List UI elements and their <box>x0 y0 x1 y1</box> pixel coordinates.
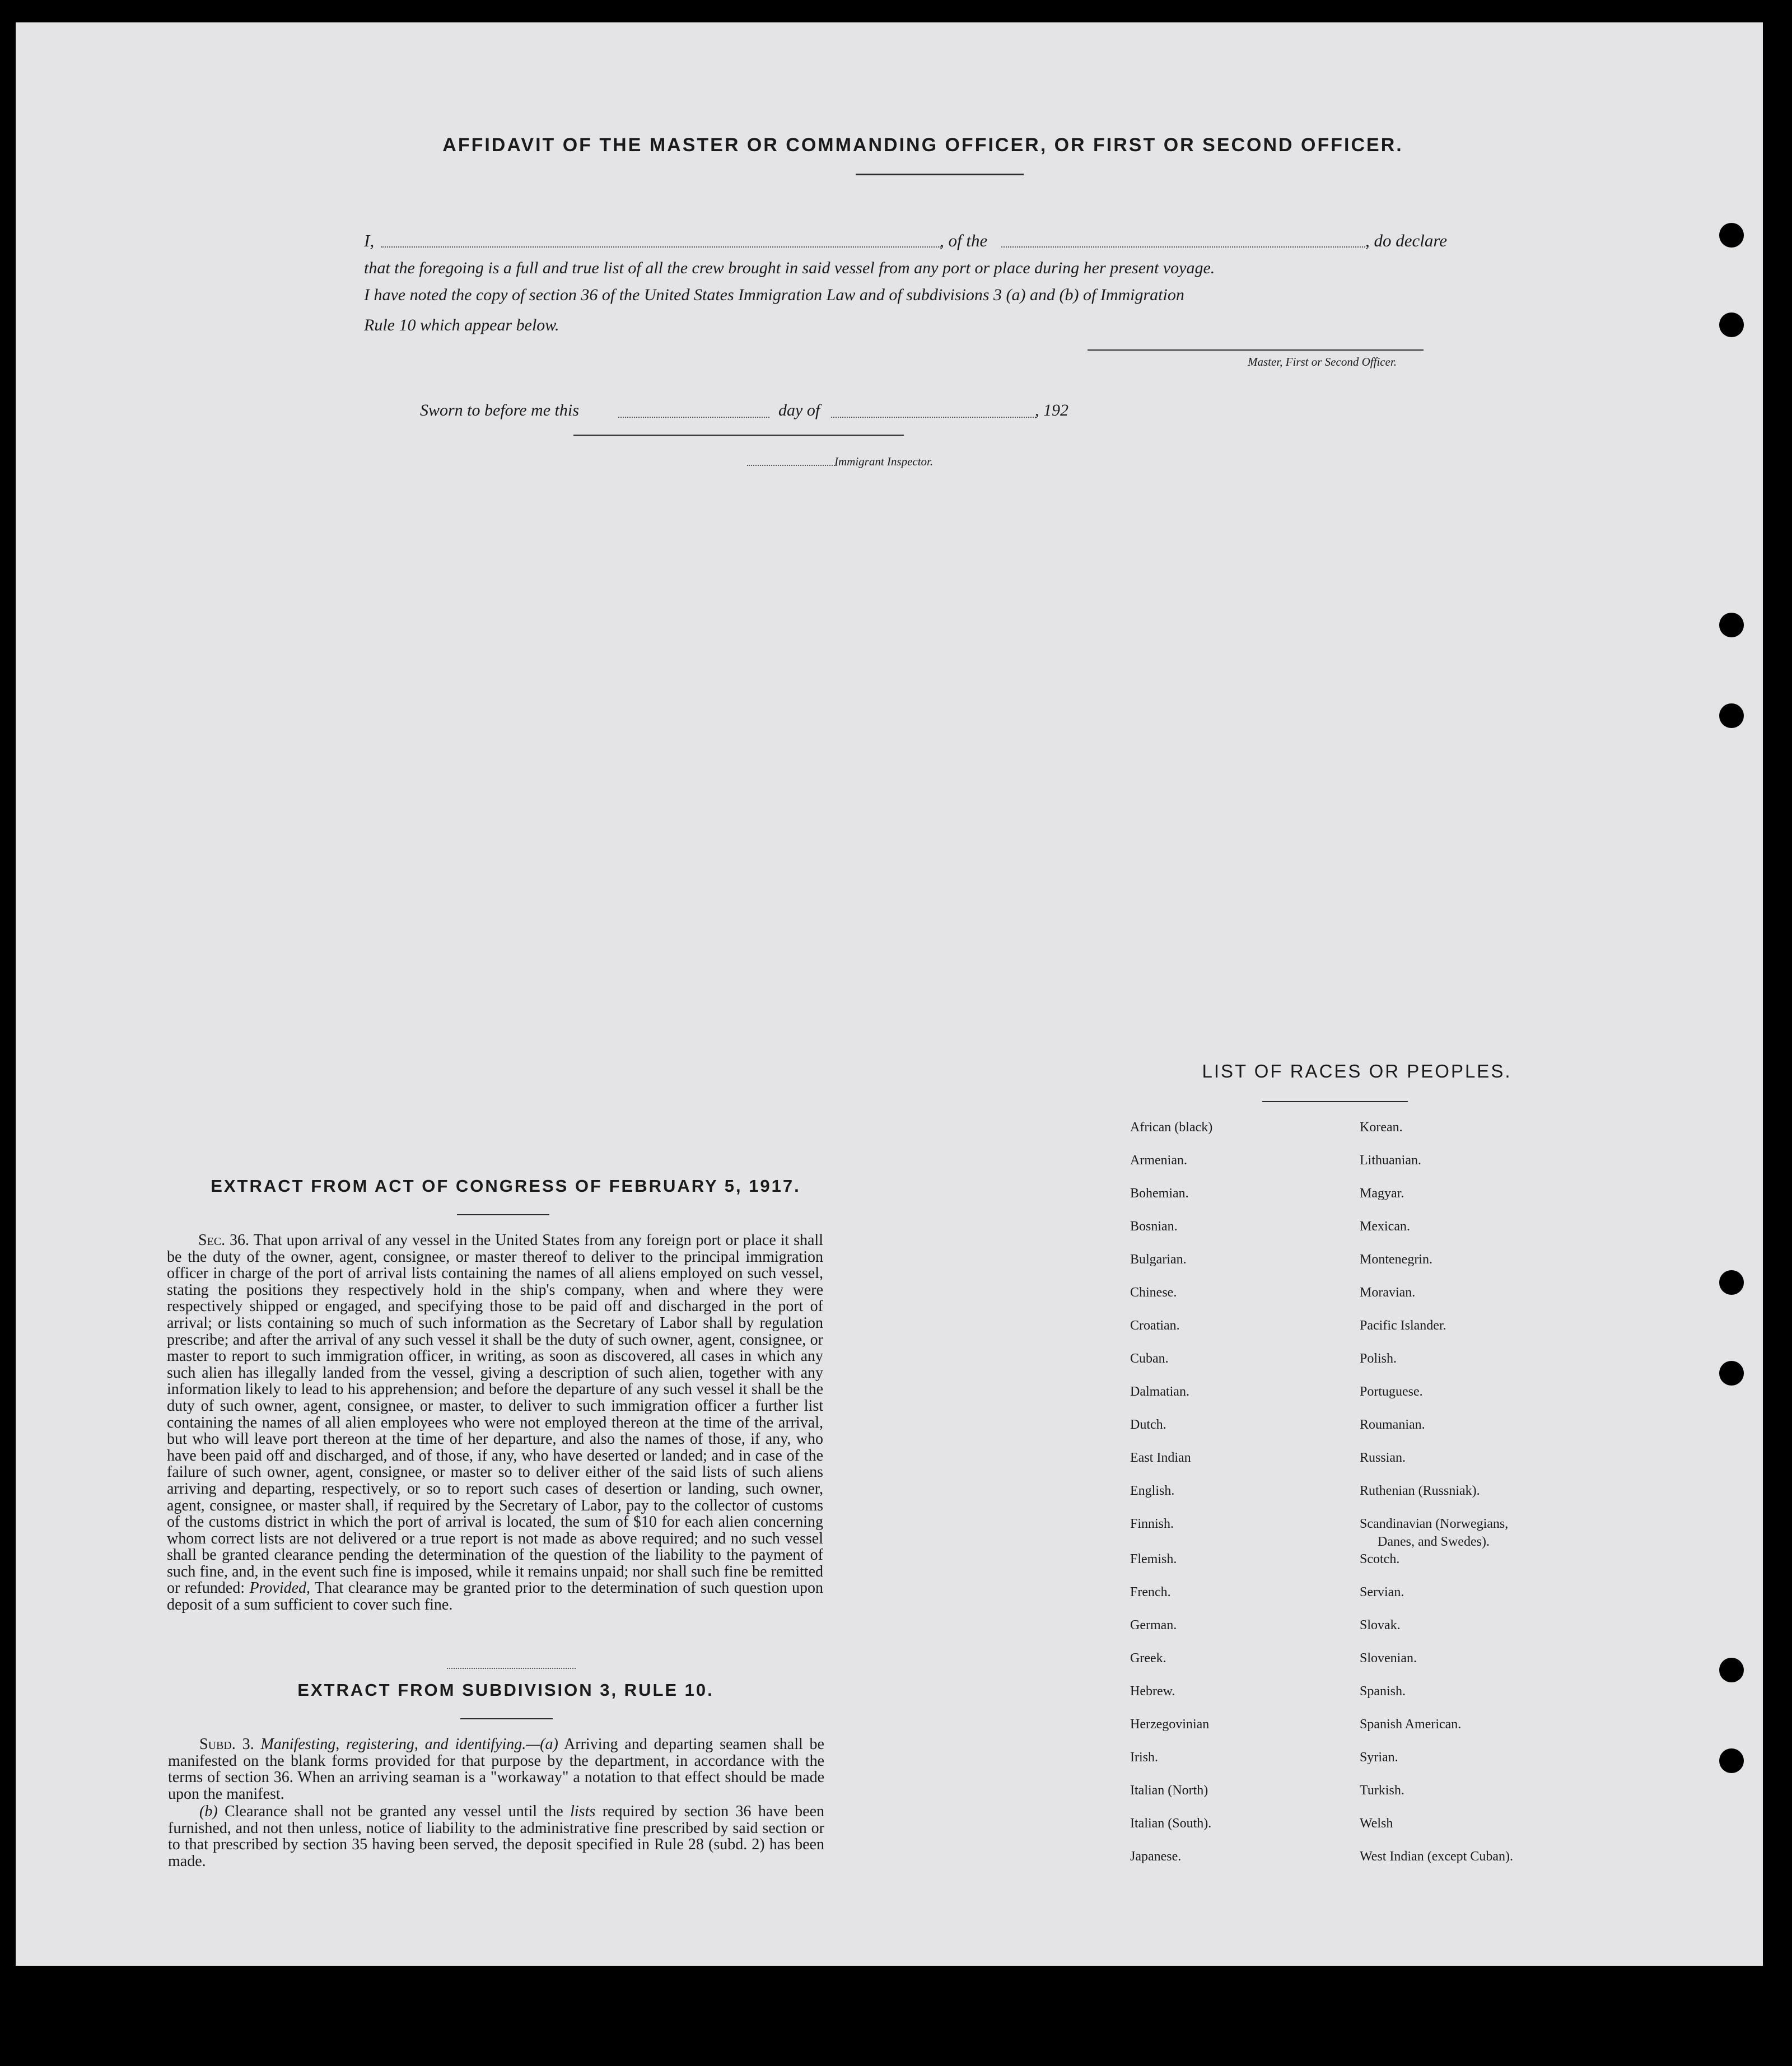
race-right-item: Slovak. <box>1360 1618 1401 1633</box>
section-body: That upon arrival of any vessel in the United States from any foreign port or place it shall be the duty of the owner, agent, consignee, or master thereof to deliver to the principal immigration officer in charge of the port of arrival lists containing the names of all aliens employed on such vessel, stating the positions they respectively hold in the ship's company, when and where they were respectively shipped or engaged, and specifying those to be paid off and discharged in the port of arrival; or lists containing so much of such information as the Secretary of Labor shall by regulation prescribe; and after the arrival of any such vessel it shall be the duty of such owner, agent, consignee, or master to report to such immigration officer, in writing, as soon as discovered, all cases in which any such alien has illegally landed from the vessel, giving a description of such alien, together with any information likely to lead to his apprehension; and before the departure of any such vessel it shall be the duty of such owner, agent, consignee, or master, to deliver to such immigration officer a further list containing the names of all alien employees who were not employed thereon at the time of the arrival, but who will leave port thereon at the time of her departure, and also the names of those, if any, who have been paid off and discharged, and of those, if any, who have deserted or landed; and in case of the failure of such owner, agent, consignee, or master so to deliver either of the said lists of such aliens arriving and departing, respectively, or so to report such cases of desertion or landing, such owner, agent, consignee, or master shall, if required by the Secretary of Labor, pay to the collector of customs of the customs district in which the port of arrival is located, the sum of $10 for each alien concerning whom correct lists are not delivered or a true report is not made as above required; and no such vessel shall be granted clearance pending the determination of the question of the liability to the payment of such fine, and, in the event such fine is imposed, while it remains unpaid; nor shall such fine be remitted or refunded: <box>167 1232 823 1597</box>
race-right-item: Montenegrin. <box>1360 1252 1432 1267</box>
subdivision-heading: Manifesting, registering, and identifying.—(a) <box>260 1736 558 1753</box>
race-left-item: Cuban. <box>1130 1351 1169 1366</box>
race-right-item: Servian. <box>1360 1585 1404 1599</box>
vessel-name-field[interactable] <box>1001 246 1365 248</box>
act-title: EXTRACT FROM ACT OF CONGRESS OF FEBRUARY 5, 1917. <box>211 1176 801 1196</box>
subdivision-label: Subd. 3. <box>199 1736 254 1753</box>
proviso-label: Provided, <box>249 1579 311 1597</box>
race-left-item: German. <box>1130 1618 1177 1633</box>
master-caption: Master, First or Second Officer. <box>1248 355 1397 369</box>
race-left-item: Irish. <box>1130 1750 1158 1765</box>
races-title: LIST OF RACES OR PEOPLES. <box>1202 1061 1512 1081</box>
inspector-dots <box>747 465 837 466</box>
race-right-item: Korean. <box>1360 1120 1403 1135</box>
race-left-item: East Indian <box>1130 1451 1191 1465</box>
sworn-month-field[interactable] <box>831 417 1036 418</box>
declarant-prefix: I, <box>364 231 375 250</box>
proviso-body: That clearance may be granted prior to the determination of such question upon deposit of a sum sufficient to cover such fine. <box>167 1579 824 1614</box>
sworn-day-field[interactable] <box>618 417 769 418</box>
affidavit-title: AFFIDAVIT OF THE MASTER OR COMMANDING OFFICER, OR FIRST OR SECOND OFFICER. <box>442 134 1403 156</box>
vessel-prefix: , of the <box>940 231 988 250</box>
rule-title-rule <box>460 1718 553 1719</box>
race-right-item: Lithuanian. <box>1360 1153 1421 1168</box>
binder-hole <box>1719 223 1744 248</box>
form-page <box>16 22 1763 1966</box>
race-right-item: Scandinavian (Norwegians, <box>1360 1517 1509 1531</box>
declare-suffix: , do declare <box>1365 231 1448 250</box>
binder-hole <box>1719 703 1744 728</box>
race-left-item: Croatian. <box>1130 1318 1180 1333</box>
race-left-item: Armenian. <box>1130 1153 1187 1168</box>
race-right-item: Russian. <box>1360 1451 1406 1465</box>
race-left-item: Flemish. <box>1130 1552 1177 1566</box>
race-right-item: Scotch. <box>1360 1552 1400 1566</box>
subdivision-b-pre: Clearance shall not be granted any vessel until the <box>225 1803 563 1820</box>
race-right-item: Spanish. <box>1360 1684 1406 1699</box>
race-right-item: Turkish. <box>1360 1783 1404 1798</box>
subdivision-b-lists: lists <box>570 1803 596 1820</box>
act-end-rule <box>447 1668 576 1669</box>
race-left-item: Greek. <box>1130 1651 1166 1666</box>
race-left-item: Italian (North) <box>1130 1783 1208 1798</box>
sworn-year: , 192 <box>1035 401 1068 419</box>
race-left-item: Japanese. <box>1130 1849 1182 1864</box>
race-right-item: Roumanian. <box>1360 1417 1425 1432</box>
binder-hole <box>1719 313 1744 337</box>
sworn-prefix: Sworn to before me this <box>420 401 579 419</box>
subdivision-b-text <box>168 1803 824 1869</box>
race-right-item: Portuguese. <box>1360 1384 1423 1399</box>
inspector-signature-line[interactable] <box>573 435 904 436</box>
race-scandinavian-continued: Danes, and Swedes). <box>1378 1535 1490 1549</box>
race-left-item: French. <box>1130 1585 1171 1599</box>
race-right-item: West Indian (except Cuban). <box>1360 1849 1513 1864</box>
affidavit-line-2: that the foregoing is a full and true list of all the crew brought in said vessel from any port or place during her present voyage. <box>364 259 1215 277</box>
race-left-item: Chinese. <box>1130 1285 1177 1300</box>
rule-title: EXTRACT FROM SUBDIVISION 3, RULE 10. <box>297 1680 714 1700</box>
race-right-item: Moravian. <box>1360 1285 1416 1300</box>
declarant-name-field[interactable] <box>381 246 941 248</box>
race-left-item: Dalmatian. <box>1130 1384 1189 1399</box>
race-right-item: Slovenian. <box>1360 1651 1417 1666</box>
race-left-item: Bulgarian. <box>1130 1252 1187 1267</box>
race-right-item: Mexican. <box>1360 1219 1410 1234</box>
race-right-item: Welsh <box>1360 1816 1393 1831</box>
race-left-item: Finnish. <box>1130 1517 1174 1531</box>
race-left-item: Dutch. <box>1130 1417 1166 1432</box>
master-signature-line[interactable] <box>1088 349 1424 351</box>
subdivision-a-text <box>168 1736 824 1802</box>
section-label: Sec. 36. <box>198 1232 250 1249</box>
binder-hole <box>1719 613 1744 637</box>
race-right-item: Spanish American. <box>1360 1717 1462 1732</box>
subdivision-b-label: (b) <box>199 1803 218 1820</box>
inspector-caption: Immigrant Inspector. <box>834 455 934 468</box>
section-36-text <box>167 1232 823 1613</box>
binder-hole <box>1719 1270 1744 1295</box>
race-left-item: Bosnian. <box>1130 1219 1178 1234</box>
race-left-item: Hebrew. <box>1130 1684 1175 1699</box>
race-left-item: African (black) <box>1130 1120 1213 1135</box>
act-title-rule <box>457 1214 549 1215</box>
race-left-item: Italian (South). <box>1130 1816 1212 1831</box>
binder-hole <box>1719 1658 1744 1682</box>
affidavit-title-rule <box>856 174 1024 175</box>
binder-hole <box>1719 1748 1744 1773</box>
race-right-item: Magyar. <box>1360 1186 1404 1201</box>
race-left-item: Herzegovinian <box>1130 1717 1210 1732</box>
race-left-item: Bohemian. <box>1130 1186 1189 1201</box>
race-right-item: Pacific Islander. <box>1360 1318 1446 1333</box>
races-title-rule <box>1262 1101 1408 1102</box>
race-right-item: Syrian. <box>1360 1750 1398 1765</box>
affidavit-line-4: Rule 10 which appear below. <box>364 316 559 334</box>
race-right-item: Polish. <box>1360 1351 1397 1366</box>
race-right-item: Ruthenian (Russniak). <box>1360 1484 1480 1498</box>
subdivision-a-body: Arriving and departing seamen shall be manifested on the blank forms provided for that purpose by the department, in accordance with the terms of section 36. When an arriving seaman is a "workaway" a notation to that effect should be made upon the manifest. <box>168 1736 824 1803</box>
binder-hole <box>1719 1361 1744 1386</box>
race-left-item: English. <box>1130 1484 1175 1498</box>
affidavit-line-3: I have noted the copy of section 36 of the United States Immigration Law and of subdivisions 3 (a) and (b) of Immigration <box>364 286 1184 304</box>
sworn-day-of: day of <box>778 401 820 419</box>
subdivision-b-post: required by section 36 have been furnished, and not then unless, notice of liability to the administrative fine prescribed by said section or to that prescribed by section 35 having been served, the deposit specified in Rule 28 (subd. 2) has been made. <box>168 1803 825 1870</box>
